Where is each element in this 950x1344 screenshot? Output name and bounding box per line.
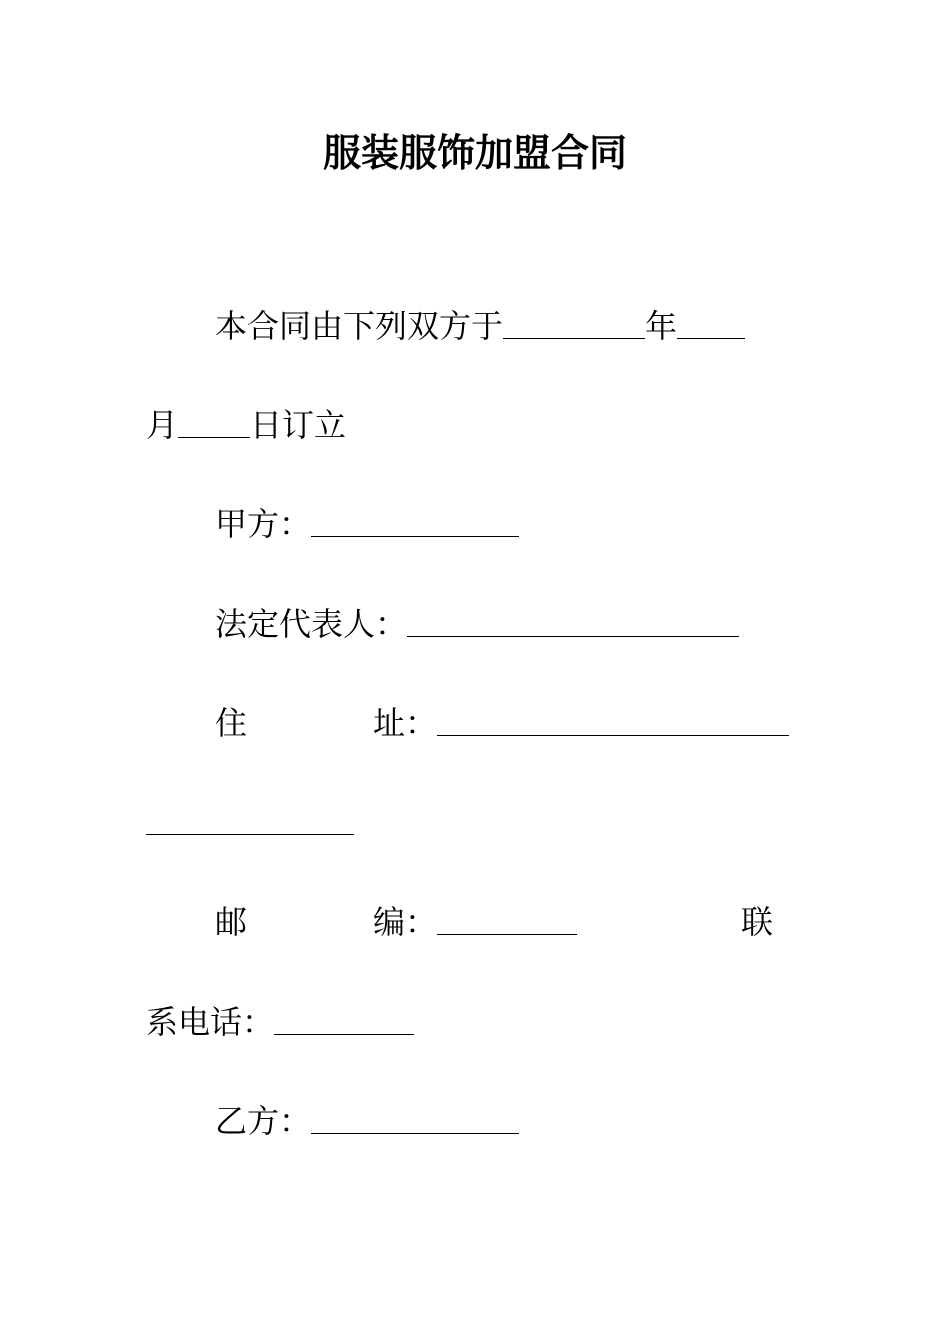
phone-label-part2: 系电话： — [146, 1003, 275, 1041]
legal-rep-line — [215, 602, 739, 646]
address-blank-continued — [146, 804, 354, 835]
day-blank — [178, 407, 250, 438]
intro-line — [215, 304, 745, 348]
month-blank — [677, 308, 745, 339]
address-line-rest — [373, 701, 789, 745]
party-b-label: 乙方： — [215, 1102, 312, 1140]
postcode-line-rest — [373, 900, 577, 944]
phone-label-part1: 联 — [741, 903, 774, 941]
address-blank — [437, 705, 789, 736]
address-continued-line — [146, 800, 354, 844]
postcode-label-first: 邮 — [215, 903, 248, 941]
phone-label-start — [741, 900, 773, 944]
month-label: 月 — [146, 406, 179, 444]
legal-rep-blank — [407, 606, 739, 637]
phone-line — [146, 1000, 414, 1044]
intro-prefix: 本合同由下列双方于 — [215, 307, 504, 345]
postcode-label-second: 编： — [373, 903, 438, 941]
party-b-line — [215, 1099, 519, 1143]
page-title: 服装服饰加盟合同 — [322, 130, 627, 175]
year-blank — [503, 308, 645, 339]
party-b-blank — [311, 1103, 519, 1134]
intro-line-continued — [146, 403, 346, 447]
phone-blank — [274, 1004, 414, 1035]
legal-rep-label: 法定代表人： — [215, 605, 408, 643]
postcode-line — [215, 900, 247, 944]
party-a-blank — [311, 506, 519, 537]
address-label-first: 住 — [215, 704, 248, 742]
party-a-line — [215, 502, 519, 546]
party-a-label: 甲方： — [215, 505, 312, 543]
day-label: 日订立 — [250, 406, 347, 444]
postcode-blank — [437, 904, 577, 935]
year-label: 年 — [645, 307, 678, 345]
address-label-second: 址： — [373, 704, 438, 742]
address-line — [215, 701, 247, 745]
